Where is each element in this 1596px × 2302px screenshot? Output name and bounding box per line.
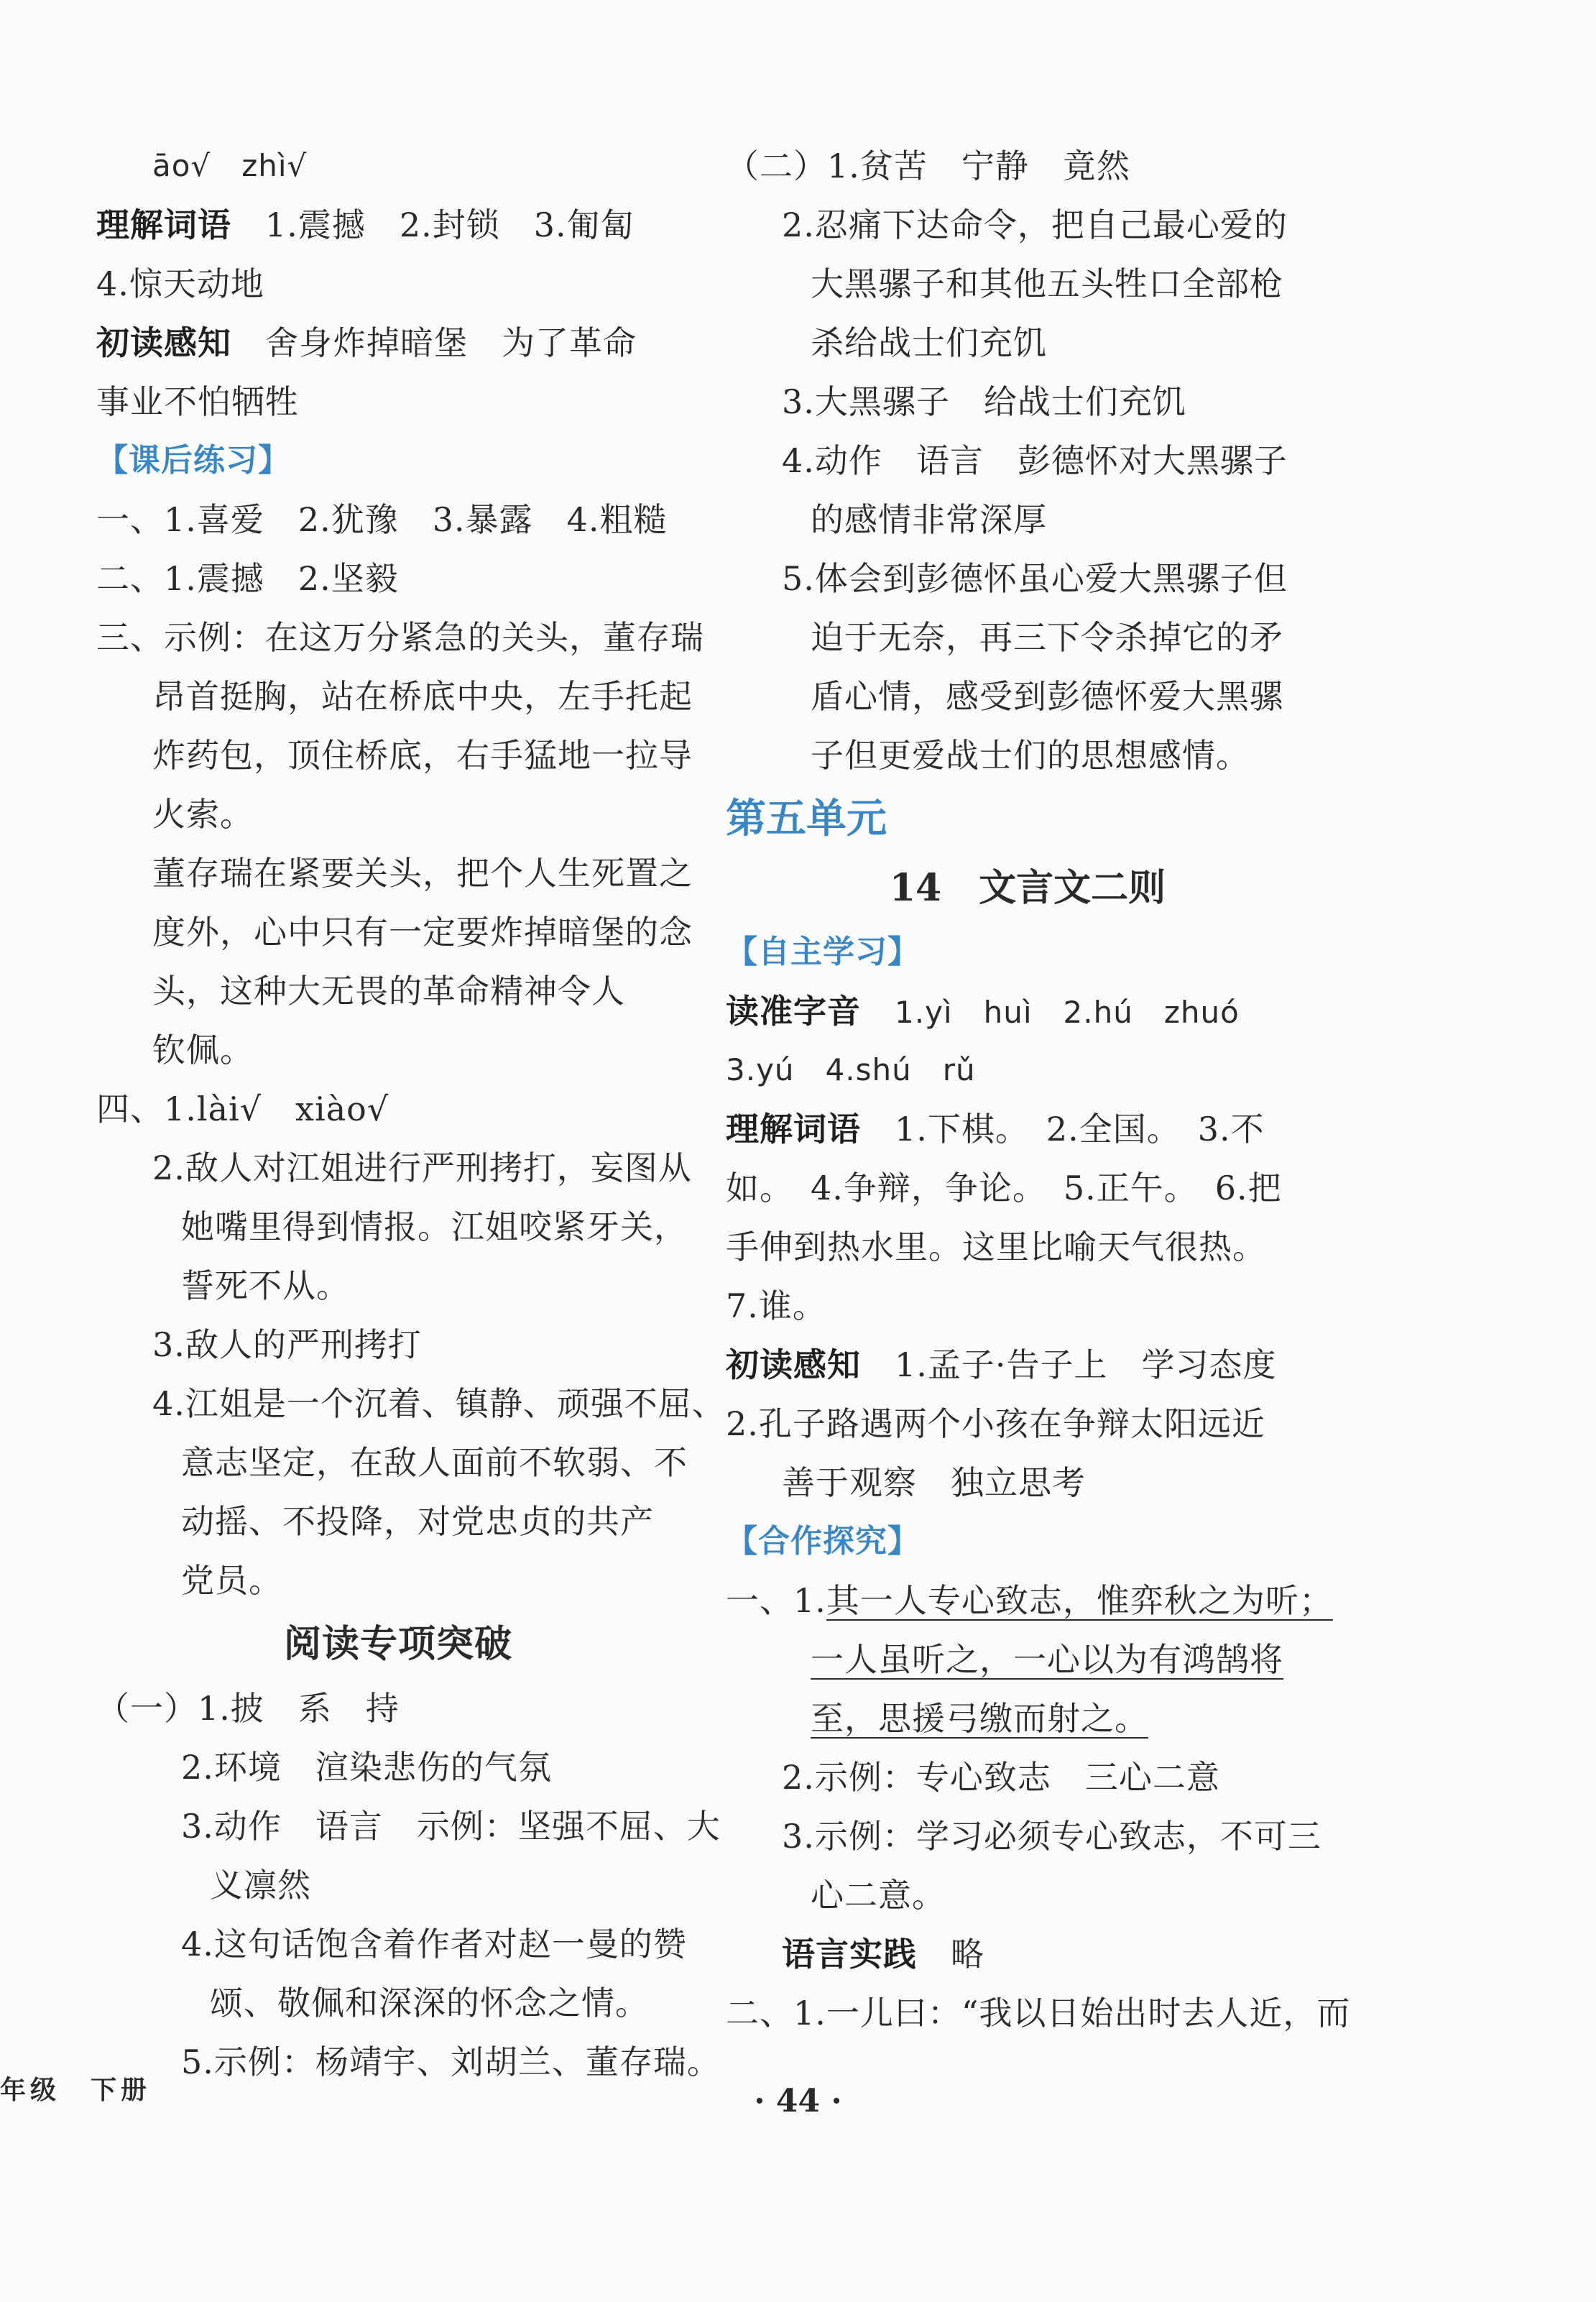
vocab2-line-3: 手伸到热水里。这里比喻天气很热。 bbox=[726, 1228, 1266, 1266]
reading-2-2-line-2: 大黑骡子和其他五头牲口全部枪 bbox=[811, 264, 1283, 303]
exercise-3-line-5: 董存瑞在紧要关头，把个人生死置之 bbox=[152, 854, 693, 893]
cooperation-3-line-1: 3.示例：学习必须专心致志，不可三 bbox=[782, 1817, 1321, 1856]
exercise-3-line-6: 度外，心中只有一定要炸掉暗堡的念 bbox=[152, 913, 693, 952]
pronunciation-line bbox=[726, 982, 1329, 1041]
vocab2-label: 理解词语 bbox=[726, 1110, 861, 1148]
vocab-label: 理解词语 bbox=[96, 206, 231, 244]
cooperation-1-line-3 bbox=[726, 1689, 1329, 1748]
cooperation-1-prefix: 一、1. bbox=[726, 1581, 826, 1620]
exercise-3-line-1: 三、示例：在这万分紧急的关头，董存瑞 bbox=[96, 618, 704, 657]
reading-1: （一）1.披 系 持 bbox=[96, 1689, 400, 1728]
exercise-4-line-4: 誓死不从。 bbox=[181, 1266, 350, 1305]
page-number: · 44 · bbox=[754, 2083, 842, 2119]
exercise-3-line-4: 火索。 bbox=[152, 795, 254, 834]
reading-3-line-2: 义凛然 bbox=[210, 1866, 311, 1905]
left-column bbox=[96, 137, 726, 2091]
reading-2-2-line-1: 2.忍痛下达命令，把自己最心爱的 bbox=[782, 206, 1288, 244]
reading-2-1: （二）1.贫苦 宁静 竟然 bbox=[726, 147, 1130, 185]
language-practice-label: 语言实践 bbox=[782, 1935, 917, 1974]
underlined-quote-3: 至，思援弓缴而射之。 bbox=[811, 1699, 1148, 1738]
vocab2-line-4: 7.谁。 bbox=[726, 1286, 826, 1325]
vocab-line bbox=[96, 195, 700, 254]
unit-heading: 第五单元 bbox=[726, 796, 887, 842]
exercise-4-line-8: 动摇、不投降，对党忠贞的共产 bbox=[181, 1502, 654, 1541]
vocab2-answers: 1.下棋。 2.全国。 3.不 bbox=[895, 1110, 1265, 1148]
cooperation-2-1: 二、1.一儿曰：“我以日始出时去人近，而 bbox=[726, 1994, 1351, 2032]
exercise-2: 二、1.震撼 2.坚毅 bbox=[96, 559, 399, 598]
vocab2-line bbox=[726, 1100, 1329, 1159]
pinyin-answers: āo√ zhì√ bbox=[152, 148, 308, 183]
section-title-reading: 阅读专项突破 bbox=[283, 1622, 512, 1666]
exercise-3-line-8: 钦佩。 bbox=[152, 1031, 254, 1069]
first-reading2-line-3: 善于观察 独立思考 bbox=[782, 1463, 1086, 1502]
exercise-3-line-2: 昂首挺胸，站在桥底中央，左手托起 bbox=[152, 677, 693, 716]
exercise-1: 一、1.喜爱 2.犹豫 3.暴露 4.粗糙 bbox=[96, 500, 668, 539]
exercise-4-line-9: 党员。 bbox=[181, 1561, 282, 1600]
reading-2: 2.环境 渲染悲伤的气氛 bbox=[181, 1748, 552, 1787]
exercise-4-line-6: 4.江姐是一个沉着、镇静、顽强不屈、 bbox=[152, 1384, 726, 1423]
reading-4-line-1: 4.这句话饱含着作者对赵一曼的赞 bbox=[181, 1925, 687, 1963]
grade-volume-label: 年级 下册 bbox=[0, 2076, 152, 2105]
exercise-4-line-3: 她嘴里得到情报。江姐咬紧牙关， bbox=[181, 1207, 688, 1246]
exercise-4-line-7: 意志坚定，在敌人面前不软弱、不 bbox=[181, 1443, 688, 1482]
section-tag-self-study: 【自主学习】 bbox=[726, 934, 920, 970]
reading-2-5-line-4: 子但更爱战士们的思想感情。 bbox=[811, 736, 1250, 775]
language-practice-line bbox=[726, 1925, 1329, 1984]
cooperation-1-line-1 bbox=[726, 1571, 1333, 1630]
section-tag-exercises: 【课后练习】 bbox=[96, 442, 290, 479]
pronunciation-answers: 1.yì huì 2.hú zhuó bbox=[895, 995, 1240, 1030]
first-reading-line bbox=[96, 313, 700, 372]
reading-3-line-1: 3.动作 语言 示例：坚强不屈、大 bbox=[181, 1807, 721, 1846]
reading-5: 5.示例：杨靖宇、刘胡兰、董存瑞。 bbox=[181, 2043, 721, 2081]
reading-2-3: 3.大黑骡子 给战士们充饥 bbox=[782, 382, 1186, 421]
reading-4-line-2: 颂、敬佩和深深的怀念之情。 bbox=[210, 1984, 649, 2022]
right-column bbox=[726, 137, 1351, 2043]
exercise-3-line-7: 头，这种大无畏的革命精神令人 bbox=[152, 972, 625, 1010]
cooperation-3-line-2: 心二意。 bbox=[811, 1876, 946, 1915]
lesson-title: 14 文言文二则 bbox=[889, 866, 1166, 910]
underlined-quote-1: 其一人专心致志，惟弈秋之为听； bbox=[826, 1581, 1333, 1620]
underlined-quote-2: 一人虽听之，一心以为有鸿鹄将 bbox=[811, 1640, 1283, 1679]
section-tag-cooperation: 【合作探究】 bbox=[726, 1523, 920, 1560]
reading-2-2-line-3: 杀给战士们充饥 bbox=[811, 323, 1047, 362]
reading-2-5-line-1: 5.体会到彭德怀虽心爱大黑骡子但 bbox=[782, 559, 1288, 598]
first-reading2-label: 初读感知 bbox=[726, 1345, 861, 1384]
first-reading-line-2: 事业不怕牺牲 bbox=[96, 382, 299, 421]
reading-2-4-line-2: 的感情非常深厚 bbox=[811, 500, 1047, 539]
reading-2-5-line-2: 迫于无奈，再三下令杀掉它的矛 bbox=[811, 618, 1283, 657]
exercise-4-line-2: 2.敌人对江姐进行严刑拷打，妄图从 bbox=[152, 1148, 692, 1187]
first-reading-answer: 舍身炸掉暗堡 为了革命 bbox=[265, 323, 637, 362]
pronunciation-label: 读准字音 bbox=[726, 992, 861, 1031]
reading-2-5-line-3: 盾心情，感受到彭德怀爱大黑骡 bbox=[811, 677, 1283, 716]
language-practice-answer: 略 bbox=[951, 1935, 984, 1974]
vocab-answers: 1.震撼 2.封锁 3.匍匐 bbox=[265, 206, 635, 244]
first-reading2-line bbox=[726, 1335, 1329, 1394]
reading-2-4-line-1: 4.动作 语言 彭德怀对大黑骡子 bbox=[782, 441, 1288, 480]
first-reading2-answer: 1.孟子·告子上 学习态度 bbox=[895, 1345, 1277, 1384]
first-reading2-line-2: 2.孔子路遇两个小孩在争辩太阳远近 bbox=[726, 1404, 1265, 1443]
vocab-line-2: 4.惊天动地 bbox=[96, 264, 264, 303]
exercise-3-line-3: 炸药包，顶住桥底，右手猛地一拉导 bbox=[152, 736, 693, 775]
first-reading-label: 初读感知 bbox=[96, 323, 231, 362]
pronunciation-line-2: 3.yú 4.shú rǔ bbox=[726, 1052, 976, 1087]
vocab2-line-2: 如。 4.争辩，争论。 5.正午。 6.把 bbox=[726, 1169, 1282, 1207]
cooperation-2: 2.示例：专心致志 三心二意 bbox=[782, 1758, 1220, 1797]
exercise-4-line-5: 3.敌人的严刑拷打 bbox=[152, 1325, 422, 1364]
exercise-4-line-1: 四、1.lài√ xiào√ bbox=[96, 1090, 389, 1128]
cooperation-1-line-2 bbox=[726, 1630, 1329, 1689]
